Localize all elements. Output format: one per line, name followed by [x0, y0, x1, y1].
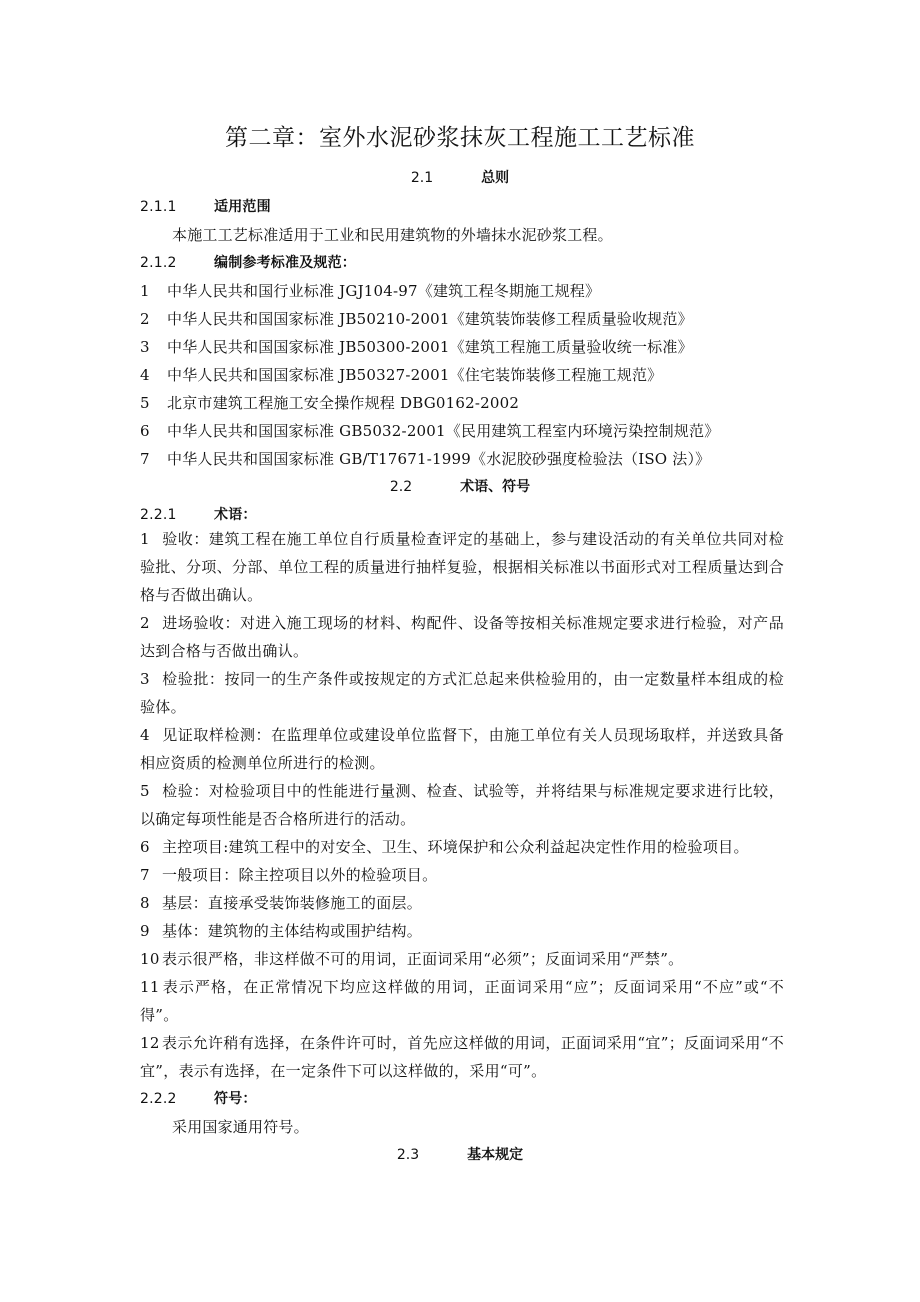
item-number: 3 [140, 338, 150, 356]
item-text: 见证取样检测：在监理单位或建设单位监督下，由施工单位有关人员现场取样，并送致具备相应资质的检测单位所进行的检测。 [140, 726, 784, 772]
subsection-label: 适用范围 [214, 199, 271, 215]
item-text: 中华人民共和国国家标准 GB5032-2001《民用建筑工程室内环境污染控制规范》 [167, 422, 720, 440]
item-text: 中华人民共和国国家标准 JB50300-2001《建筑工程施工质量验收统一标准》 [167, 338, 693, 356]
item-number: 7 [140, 866, 150, 884]
reference-item [140, 421, 785, 441]
item-number: 8 [140, 894, 150, 912]
item-text: 中华人民共和国国家标准 GB/T17671-1999《水泥胶砂强度检验法（ISO 法）》 [167, 450, 711, 468]
subsection-number: 2.1.1 [140, 199, 177, 215]
item-number: 9 [140, 922, 150, 940]
item-number: 4 [140, 366, 150, 384]
item-text: 基体：建筑物的主体结构或围护结构。 [162, 922, 423, 940]
reference-item [140, 281, 785, 301]
reference-item [140, 393, 785, 413]
item-number: 3 [140, 670, 150, 688]
item-text: 进场验收：对进入施工现场的材料、构配件、设备等按相关标准规定要求进行检验，对产品达到合格与否做出确认。 [140, 614, 784, 660]
section-2-2-heading [0, 477, 920, 497]
subsection-label: 编制参考标准及规范： [214, 255, 356, 271]
reference-item [140, 449, 785, 469]
section-number: 2.2 [389, 479, 413, 495]
term-item [140, 525, 784, 609]
item-number: 10 [140, 950, 160, 968]
section-number: 2.1 [410, 170, 434, 186]
subsection-number: 2.1.2 [140, 255, 177, 271]
item-text: 表示很严格，非这样做不可的用词，正面词采用“必须”；反面词采用“严禁”。 [162, 950, 684, 968]
item-text: 基层：直接承受装饰装修施工的面层。 [162, 894, 423, 912]
item-text: 表示严格，在正常情况下均应这样做的用词，正面词采用“应”；反面词采用“不应”或“不得”。 [140, 978, 784, 1024]
term-item [140, 861, 784, 889]
term-item [140, 945, 784, 973]
term-item [140, 917, 784, 945]
item-text: 北京市建筑工程施工安全操作规程 DBG0162-2002 [167, 394, 520, 412]
subsection-2-1-1-heading [140, 197, 785, 217]
item-number: 2 [140, 310, 150, 328]
section-2-1-heading [0, 168, 920, 188]
term-item [140, 665, 784, 721]
item-number: 6 [140, 422, 150, 440]
subsection-number: 2.2.2 [140, 1091, 177, 1107]
item-number: 2 [140, 614, 150, 632]
item-text: 表示允许稍有选择，在条件许可时，首先应这样做的用词，正面词采用“宜”；反面词采用“不宜”，表示有选择，在一定条件下可以这样做的，采用“可”。 [140, 1034, 784, 1080]
item-text: 中华人民共和国国家标准 JB50210-2001《建筑装饰装修工程质量验收规范》 [167, 310, 693, 328]
term-item [140, 777, 784, 833]
term-item [140, 609, 784, 665]
symbols-paragraph: 采用国家通用符号。 [172, 1118, 309, 1136]
item-text: 检验批：按同一的生产条件或按规定的方式汇总起来供检验用的，由一定数量样本组成的检验体。 [140, 670, 784, 716]
term-item [140, 1029, 784, 1085]
item-number: 5 [140, 394, 150, 412]
item-number: 6 [140, 838, 150, 856]
item-text: 验收：建筑工程在施工单位自行质量检查评定的基础上，参与建设活动的有关单位共同对检验批、分项、分部、单位工程的质量进行抽样复验，根据相关标准以书面形式对工程质量达到合格与否做出确认。 [140, 530, 784, 604]
item-text: 主控项目:建筑工程中的对安全、卫生、环境保护和公众利益起决定性作用的检验项目。 [162, 838, 749, 856]
item-number: 12 [140, 1034, 160, 1052]
subsection-2-2-2-heading [140, 1089, 785, 1109]
item-number: 5 [140, 782, 150, 800]
item-text: 检验：对检验项目中的性能进行量测、检查、试验等，并将结果与标准规定要求进行比较，以确定每项性能是否合格所进行的活动。 [140, 782, 784, 828]
term-item [140, 973, 784, 1029]
term-item [140, 833, 784, 861]
item-text: 中华人民共和国国家标准 JB50327-2001《住宅装饰装修工程施工规范》 [167, 366, 663, 384]
item-number: 7 [140, 450, 150, 468]
term-item [140, 889, 784, 917]
section-label: 术语、符号 [460, 479, 531, 495]
subsection-number: 2.2.1 [140, 507, 177, 523]
item-number: 1 [140, 530, 150, 548]
item-text: 中华人民共和国行业标准 JGJ104-97《建筑工程冬期施工规程》 [167, 282, 601, 300]
subsection-label: 符号： [214, 1091, 257, 1107]
section-label: 总则 [481, 170, 510, 186]
section-2-3-heading [0, 1145, 920, 1165]
item-text: 一般项目：除主控项目以外的检验项目。 [162, 866, 438, 884]
reference-item [140, 365, 785, 385]
subsection-2-2-1-heading [140, 505, 785, 525]
item-number: 1 [140, 282, 150, 300]
section-number: 2.3 [396, 1147, 420, 1163]
term-item [140, 721, 784, 777]
chapter-title: 第二章：室外水泥砂浆抹灰工程施工工艺标准 [225, 125, 695, 151]
reference-item [140, 337, 785, 357]
subsection-label: 术语： [214, 507, 257, 523]
section-label: 基本规定 [467, 1147, 524, 1163]
subsection-2-1-2-heading [140, 253, 785, 273]
item-number: 4 [140, 726, 150, 744]
item-number: 11 [140, 978, 160, 996]
scope-paragraph: 本施工工艺标准适用于工业和民用建筑物的外墙抹水泥砂浆工程。 [172, 226, 613, 244]
reference-item [140, 309, 785, 329]
